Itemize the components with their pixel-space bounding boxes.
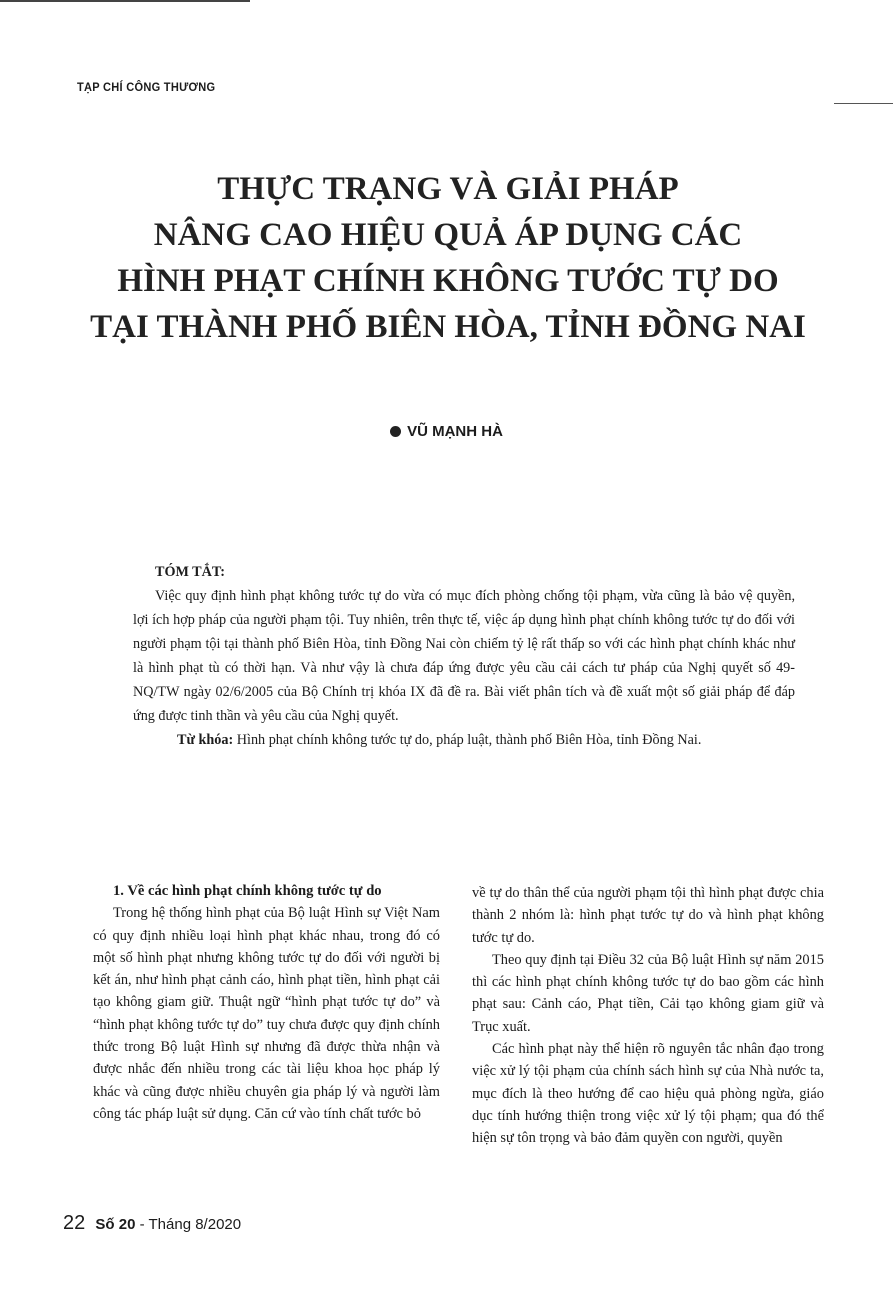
header-rule [834,103,893,104]
article-title [60,166,836,350]
body-column-left [93,880,440,1125]
keywords-label: Từ khóa: [177,732,234,748]
author-line [0,423,893,440]
body-paragraph: về tự do thân thể của người phạm tội thì hình phạt được chia thành 2 nhóm là: hình phạt tước tự do và hình phạt không tước tự do. [472,885,824,946]
abstract-block [133,560,795,752]
body-paragraph: Theo quy định tại Điều 32 của Bộ luật Hình sự năm 2015 thì các hình phạt chính không tước tự do bao gồm các hình phạt sau: Cảnh cáo, Phạt tiền, Cải tạo không giam giữ và Trục xuất. [472,951,824,1035]
keywords [155,728,795,752]
body-column-right [472,882,824,1150]
author-name: VŨ MẠNH HÀ [407,423,503,440]
issue-number: Số 20 [95,1216,136,1233]
page-number: 22 [63,1212,86,1234]
title-line: NÂNG CAO HIỆU QUẢ ÁP DỤNG CÁC [153,217,743,253]
bullet-icon [390,426,401,437]
page-footer [63,1212,241,1235]
title-line: THỰC TRẠNG VÀ GIẢI PHÁP [217,171,679,207]
body-paragraph: Các hình phạt này thể hiện rõ nguyên tắc nhân đạo trong việc xử lý tội phạm của chính sách hình sự của Nhà nước ta, mục đích là theo hướng để cao hiệu quả phòng ngừa, giáo dục tính hướng thiện trong việc xử lý tội phạm; qua đó thể hiện sự tôn trọng và bảo đảm quyền con người, quyền [472,1041,824,1147]
body-paragraph: Trong hệ thống hình phạt của Bộ luật Hình sự Việt Nam có quy định nhiều loại hình phạt khác nhau, trong đó có một số hình phạt nhưng không tước tự do đối với người bị kết án, như hình phạt cảnh cáo, hình phạt tiền, hình phạt cải tạo không giam giữ. Thuật ngữ “hình phạt tước tự do” và “hình phạt không tước tự do” tuy chưa được quy định chính thức trong Bộ luật Hình sự nhưng đã được thừa nhận và được nhắc đến nhiều trong các tài liệu khoa học pháp lý khác và cũng được nhiều chuyên gia pháp lý và người làm công tác pháp luật sử dụng. Căn cứ vào tính chất tước bỏ [93,905,440,1122]
title-line: TẠI THÀNH PHỐ BIÊN HÒA, TỈNH ĐỒNG NAI [90,309,806,345]
issue-date: - Tháng 8/2020 [139,1216,242,1233]
abstract-body: Việc quy định hình phạt không tước tự do vừa có mục đích phòng chống tội phạm, vừa cũng là bảo vệ quyền, lợi ích hợp pháp của người phạm tội. Tuy nhiên, trên thực tế, việc áp dụng hình phạt chính không tước tự do đối với người phạm tội tại thành phố Biên Hòa, tỉnh Đồng Nai còn chiếm tỷ lệ rất thấp so với các hình phạt chính khác như là hình phạt tù có thời hạn. Và như vậy là chưa đáp ứng được yêu cầu cải cách tư pháp của Nghị quyết số 49-NQ/TW ngày 02/6/2005 của Bộ Chính trị khóa IX đã đề ra. Bài viết phân tích và đề xuất một số giải pháp để đáp ứng được tinh thần và yêu cầu của Nghị quyết. [133,588,795,724]
top-border-line [0,0,250,2]
abstract-heading: TÓM TẮT: [155,564,226,580]
keywords-text: Hình phạt chính không tước tự do, pháp luật, thành phố Biên Hòa, tỉnh Đồng Nai. [236,732,702,748]
title-line: HÌNH PHẠT CHÍNH KHÔNG TƯỚC TỰ DO [117,263,779,299]
section-heading: 1. Về các hình phạt chính không tước tự do [113,883,382,899]
journal-name: TẠP CHÍ CÔNG THƯƠNG [77,80,216,94]
